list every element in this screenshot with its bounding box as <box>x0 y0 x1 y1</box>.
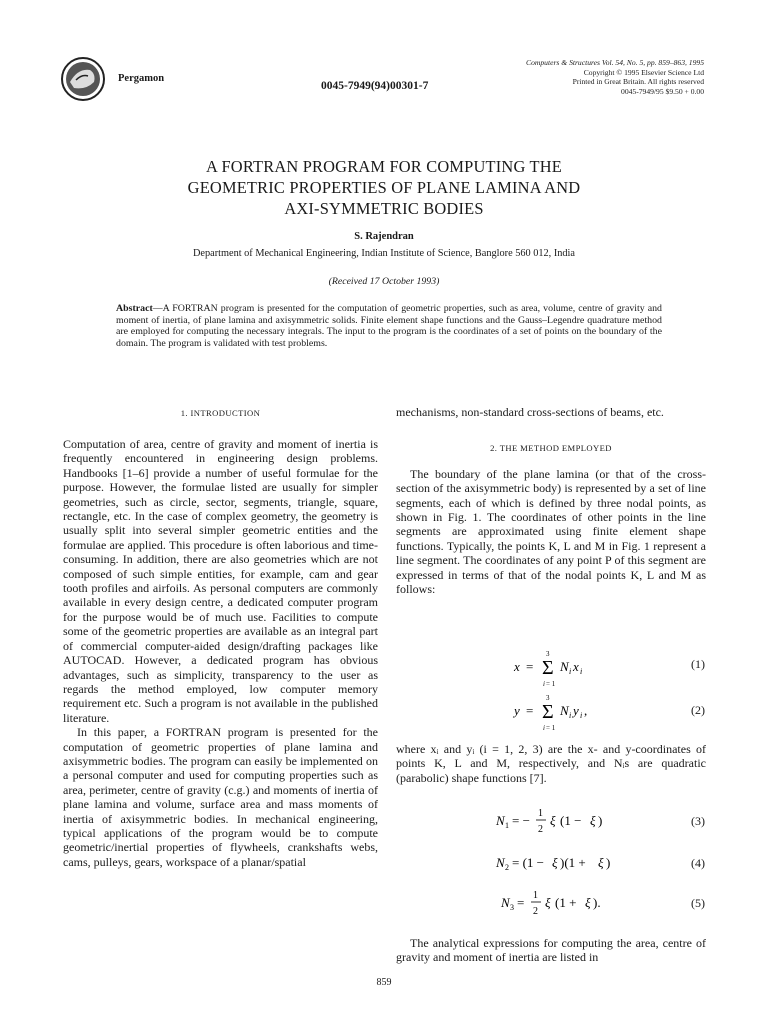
equation-4 <box>494 851 624 881</box>
svg-text:2: 2 <box>538 824 543 835</box>
svg-text:i: i <box>569 667 572 676</box>
svg-text:=: = <box>517 895 525 910</box>
method-paragraph-3: The analytical expressions for computing the area, centre of gravity and moment of inertia are listed in <box>396 936 706 965</box>
equation-3 <box>494 804 624 844</box>
svg-text:(1 −: (1 − <box>560 813 582 828</box>
svg-text:x: x <box>573 659 579 674</box>
abstract-text: —A FORTRAN program is presented for the computation of geometric properties, such as area, volume, centre of gravity and moment of inertia, of plane lamina and axisymmetric solids. Finite element shape functions and the Gauss–Legendre quadrature method are employed for computing the necessary integrals. The input to the program is the coordinates of a set of points on the boundary of the domain. The program is validated with test problems. <box>116 303 662 349</box>
publisher-name: Pergamon <box>118 73 165 84</box>
intro-paragraph-2: In this paper, a FORTRAN program is presented for the computation of geometric properties of plane lamina and axisymmetric bodies. The program can easily be implemented on a personal computer and used for computing properties such as area, perimeter, centre of gravity (c.g.) and moments of inertia of plane lamina and volume, surface area and mass moments of inertia of axisymmetric bodies. In mechanical engineering, typical applications of the program would be to compute geometric/inertial properties of flywheels, crankshafts webs, cams, pulleys, gears, workspace of a planar/spatial <box>63 725 378 869</box>
method-paragraph-1: The boundary of the plane lamina (or that of the cross-section of the axisymmetric body) is represented by a set of line segments, each of which is defined by three nodal points, as shown in Fig. 1. The coordinates of other points in the line segments are approximated using finite element shape functions. Typically, the points K, L and M in Fig. 1 represent a line segment. The coordinates of any point P of this segment are expressed in terms of that of the nodal points K, L and M as follows: <box>396 466 706 597</box>
affiliation: Department of Mechanical Engineering, Indian Institute of Science, Banglore 560 012, India <box>192 248 575 259</box>
svg-text:=: = <box>526 703 534 718</box>
pergamon-logo <box>60 56 106 102</box>
journal-info <box>526 58 704 96</box>
svg-text:3: 3 <box>546 694 550 702</box>
svg-text:i: i <box>569 711 572 720</box>
journal-line: Computers & Structures Vol. 54, No. 5, pp. 859–863, 1995 <box>526 58 704 67</box>
page-number: 859 <box>376 977 392 988</box>
equation-1 <box>512 648 642 698</box>
equation-number: (5) <box>691 896 705 910</box>
left-column <box>63 437 378 869</box>
svg-text:2: 2 <box>533 906 538 917</box>
svg-text:)(1 +: )(1 + <box>560 855 586 870</box>
svg-text:ξ: ξ <box>550 813 556 828</box>
svg-text:= 1: = 1 <box>546 724 556 732</box>
title-line: A FORTRAN PROGRAM FOR COMPUTING THE <box>206 157 562 176</box>
svg-text:i: i <box>543 680 545 688</box>
equation-number: (1) <box>691 657 705 671</box>
svg-text:): ) <box>598 813 603 828</box>
svg-text:(1 +: (1 + <box>555 895 577 910</box>
journal-line: Printed in Great Britain. All rights reserved <box>572 77 704 87</box>
svg-text:).: ). <box>593 895 601 910</box>
svg-text:i: i <box>580 711 583 720</box>
title-line: GEOMETRIC PROPERTIES OF PLANE LAMINA AND <box>187 178 581 197</box>
paper-title <box>0 156 768 219</box>
svg-text:N: N <box>496 813 505 828</box>
svg-text:): ) <box>606 855 611 870</box>
right-column <box>396 405 706 596</box>
svg-text:Σ: Σ <box>542 701 554 723</box>
svg-text:i: i <box>543 724 545 732</box>
svg-text:= (1 −: = (1 − <box>512 855 544 870</box>
svg-text:ξ: ξ <box>585 895 591 910</box>
svg-text:x: x <box>514 659 520 674</box>
issn-line: 0045-7949(94)00301-7 <box>321 80 429 92</box>
svg-text:ξ: ξ <box>590 813 596 828</box>
svg-text:y: y <box>514 703 520 718</box>
svg-text:N: N <box>560 659 569 674</box>
method-paragraph-2: where xᵢ and yᵢ (i = 1, 2, 3) are the x- and y-coordinates of points K, L and M, respectively, and Nᵢs are quadratic (parabolic) shape functions [7]. <box>396 742 706 785</box>
svg-text:= −: = − <box>512 813 530 828</box>
svg-text:N: N <box>560 703 569 718</box>
title-line: AXI-SYMMETRIC BODIES <box>284 199 484 218</box>
svg-text:,: , <box>584 703 588 718</box>
equation-number: (3) <box>691 814 705 828</box>
svg-text:1: 1 <box>538 808 543 819</box>
svg-text:= 1: = 1 <box>546 680 556 688</box>
svg-text:1: 1 <box>505 821 509 830</box>
svg-text:ξ: ξ <box>552 855 558 870</box>
svg-text:1: 1 <box>533 890 538 901</box>
svg-text:Σ: Σ <box>542 657 554 679</box>
svg-text:y: y <box>573 703 579 718</box>
svg-text:3: 3 <box>546 650 550 658</box>
intro-paragraph-1: Computation of area, centre of gravity and moment of inertia is frequently encountered in engineering design problems. Handbooks [1–6] provide a number of useful formulae for the purpose. However, the formulae listed are usually for simpler geometries, such as circle, sector, segments, triangle, square, rectangle, etc. In the case of complex geometry, the geometry is usually split into several simpler geometric entities and the formulae are applied. This procedure is often laborious and time-consuming. In addition, there are also geometries which are not composed of such simple entities, for example, cam and gear tooth profiles and airfoils. As personal computers are commonly available in every design centre, a dedicated computer program for the purpose would be of much use. Facilities to compute some of the geometric properties are available as an integral part of commercial computer-aided design/drafting packages like AUTOCAD. However, a dedicated program has obvious advantages, such as simplicity, transparency to the user as regards the method employed, low computer memory requirement etc. Such a program is not available in the published literature. <box>63 437 378 725</box>
section-heading-method: 2. THE METHOD EMPLOYED <box>490 443 612 454</box>
author-name: S. Rajendran <box>354 231 414 242</box>
journal-line: 0045-7949/95 $9.50 + 0.00 <box>621 86 704 96</box>
equation-number: (4) <box>691 856 705 870</box>
abstract <box>116 303 662 349</box>
abstract-label: Abstract <box>116 303 153 314</box>
svg-text:=: = <box>526 659 534 674</box>
right-column-continuation: mechanisms, non-standard cross-sections of beams, etc. <box>396 405 664 419</box>
received-date: (Received 17 October 1993) <box>328 276 440 287</box>
equation-2 <box>512 692 642 742</box>
equation-number: (2) <box>691 703 705 717</box>
svg-text:2: 2 <box>505 863 509 872</box>
section-heading-introduction: 1. INTRODUCTION <box>180 408 261 418</box>
svg-text:3: 3 <box>510 903 514 912</box>
svg-text:ξ: ξ <box>545 895 551 910</box>
svg-text:i: i <box>580 667 583 676</box>
svg-text:N: N <box>496 855 505 870</box>
svg-text:ξ: ξ <box>598 855 604 870</box>
svg-text:N: N <box>501 895 510 910</box>
journal-line: Copyright © 1995 Elsevier Science Ltd <box>583 67 704 77</box>
equation-5 <box>499 886 629 926</box>
